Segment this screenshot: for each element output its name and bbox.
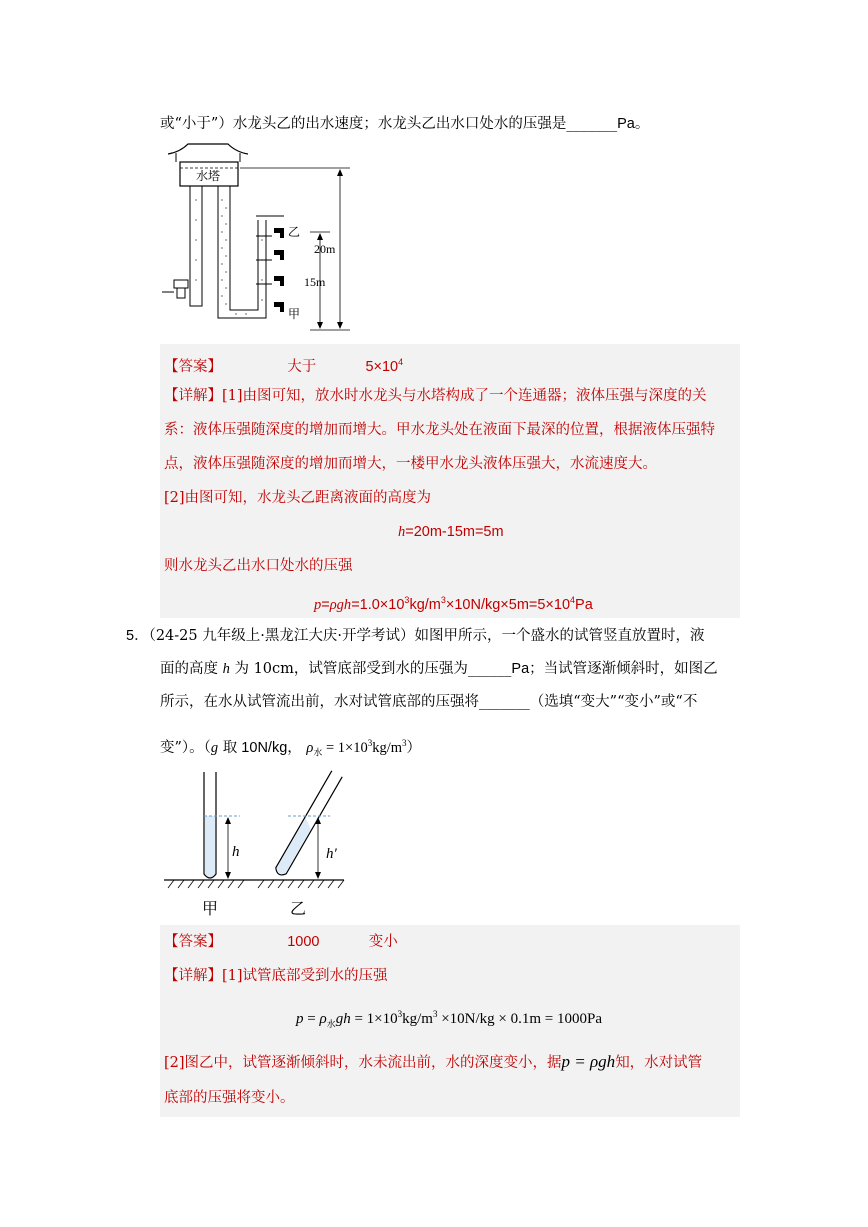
- q5-detail-2c: 底部的压强将变小。: [164, 1090, 295, 1106]
- faucet-3: [274, 250, 284, 260]
- q4-detail-3: 则水龙头乙出水口处水的压强: [164, 558, 353, 574]
- answer-2: $5\times 10^4$: [365, 357, 404, 375]
- q4-question-text: 或“小于”）水龙头乙的出水速度；水龙头乙出水口处水的压强是: [160, 116, 567, 132]
- q4-detail-2: [2]由图可知，水龙头乙距离液面的高度为: [164, 490, 432, 506]
- arrow-down-15: [317, 322, 323, 329]
- q5-line1: 5．（24-25 九年级上·黑龙江大庆·开学考试）如图甲所示，一个盛水的试管竖直放置时，液: [126, 628, 705, 644]
- answer-tag: 【答案】: [164, 358, 222, 375]
- tower-label: 水塔: [196, 169, 221, 183]
- answer-1: 大于: [287, 358, 317, 375]
- arrow-up-20: [337, 169, 343, 176]
- q5-line4: 变”）。（g 取 10N/kg， $\rho_水 = 1\times 10^3kg/m^3$）: [160, 738, 422, 759]
- q5-detail-1: 【详解】[1]试管底部受到水的压强: [164, 968, 388, 984]
- q4-detail-1a: 【详解】[1]由图可知，放水时水龙头与水塔构成了一个连通器；液体压强与深度的关: [164, 388, 707, 404]
- tower-column: [190, 186, 202, 306]
- valve-body: [177, 288, 185, 298]
- q4-question-tail: [160, 114, 649, 134]
- arrow-hp-up: [315, 817, 321, 824]
- tube-vertical-water: [205, 816, 215, 877]
- arrow-down-20: [337, 322, 343, 329]
- arrow-up-15: [317, 233, 323, 240]
- arrow-h-down: [225, 872, 231, 879]
- label-h: h: [232, 844, 240, 860]
- faucet-yi: [274, 228, 284, 238]
- q4-detail-1c: 点，液体压强随深度的增加而增大，一楼甲水龙头液体压强大，水流速度大。: [164, 456, 657, 472]
- label-jia: 甲: [288, 307, 301, 321]
- label-15m: 15m: [304, 275, 326, 289]
- pipe-outer: [230, 186, 258, 310]
- ground-hatch: [168, 880, 344, 888]
- q5-answer-line: 【答案】 1000 变小: [164, 934, 398, 950]
- label-h-prime: h′: [326, 846, 337, 862]
- q4-answer-line: [164, 352, 403, 377]
- water-tower-figure: [160, 140, 360, 340]
- label-tube-jia: 甲: [202, 899, 219, 918]
- label-yi: 乙: [288, 225, 301, 239]
- q4-formula-p: $p=\rho gh=1.0\times 10^3kg/m^3\times 10N/kg\times 5m=5\times 10^4Pa$: [314, 595, 593, 613]
- q5-line2: 面的高度 h 为 10cm，试管底部受到水的压强为______Pa；当试管逐渐倾斜时，如图乙: [160, 661, 718, 677]
- pipe-inner: [218, 186, 266, 318]
- tower-roof: [168, 144, 248, 154]
- arrow-hp-down: [315, 872, 321, 879]
- arrow-h-up: [225, 817, 231, 824]
- q4-answer-blank[interactable]: _______: [566, 116, 618, 132]
- q4-unit: Pa。: [617, 116, 650, 132]
- q5-line3: 所示，在水从试管流出前，水对试管底部的压强将_______（选填“变大”“变小”或“不: [160, 694, 698, 710]
- pipe-water-dots: [195, 199, 262, 314]
- faucet-jia: [274, 302, 284, 312]
- detail-tag: 【详解】: [164, 388, 222, 404]
- label-20m: 20m: [314, 242, 336, 256]
- q4-formula-h: h=20m-15m=5m: [398, 524, 504, 540]
- valve: [174, 280, 188, 288]
- faucet-2: [274, 276, 284, 286]
- q5-blank-1[interactable]: ______: [467, 661, 512, 677]
- q4-detail-1b: 系：液体压强随深度的增加而增大。甲水龙头处在液面下最深的位置，根据液体压强特: [164, 422, 715, 438]
- q5-blank-2[interactable]: _______: [479, 694, 530, 710]
- q5-answer-1: 1000: [287, 934, 320, 950]
- label-tube-yi: 乙: [290, 899, 307, 918]
- q5-number: 5．: [126, 628, 149, 644]
- q5-detail-2: [2]图乙中，试管逐渐倾斜时，水未流出前，水的深度变小，据p = ρgh知，水对试管: [164, 1052, 703, 1071]
- q5-answer-2: 变小: [368, 934, 398, 950]
- test-tube-figure: [160, 770, 350, 920]
- q5-formula: $p = \rho_水gh = 1\times 10^3kg/m^3 \times 10N/kg \times 0.1m = 1000Pa$: [296, 1009, 602, 1029]
